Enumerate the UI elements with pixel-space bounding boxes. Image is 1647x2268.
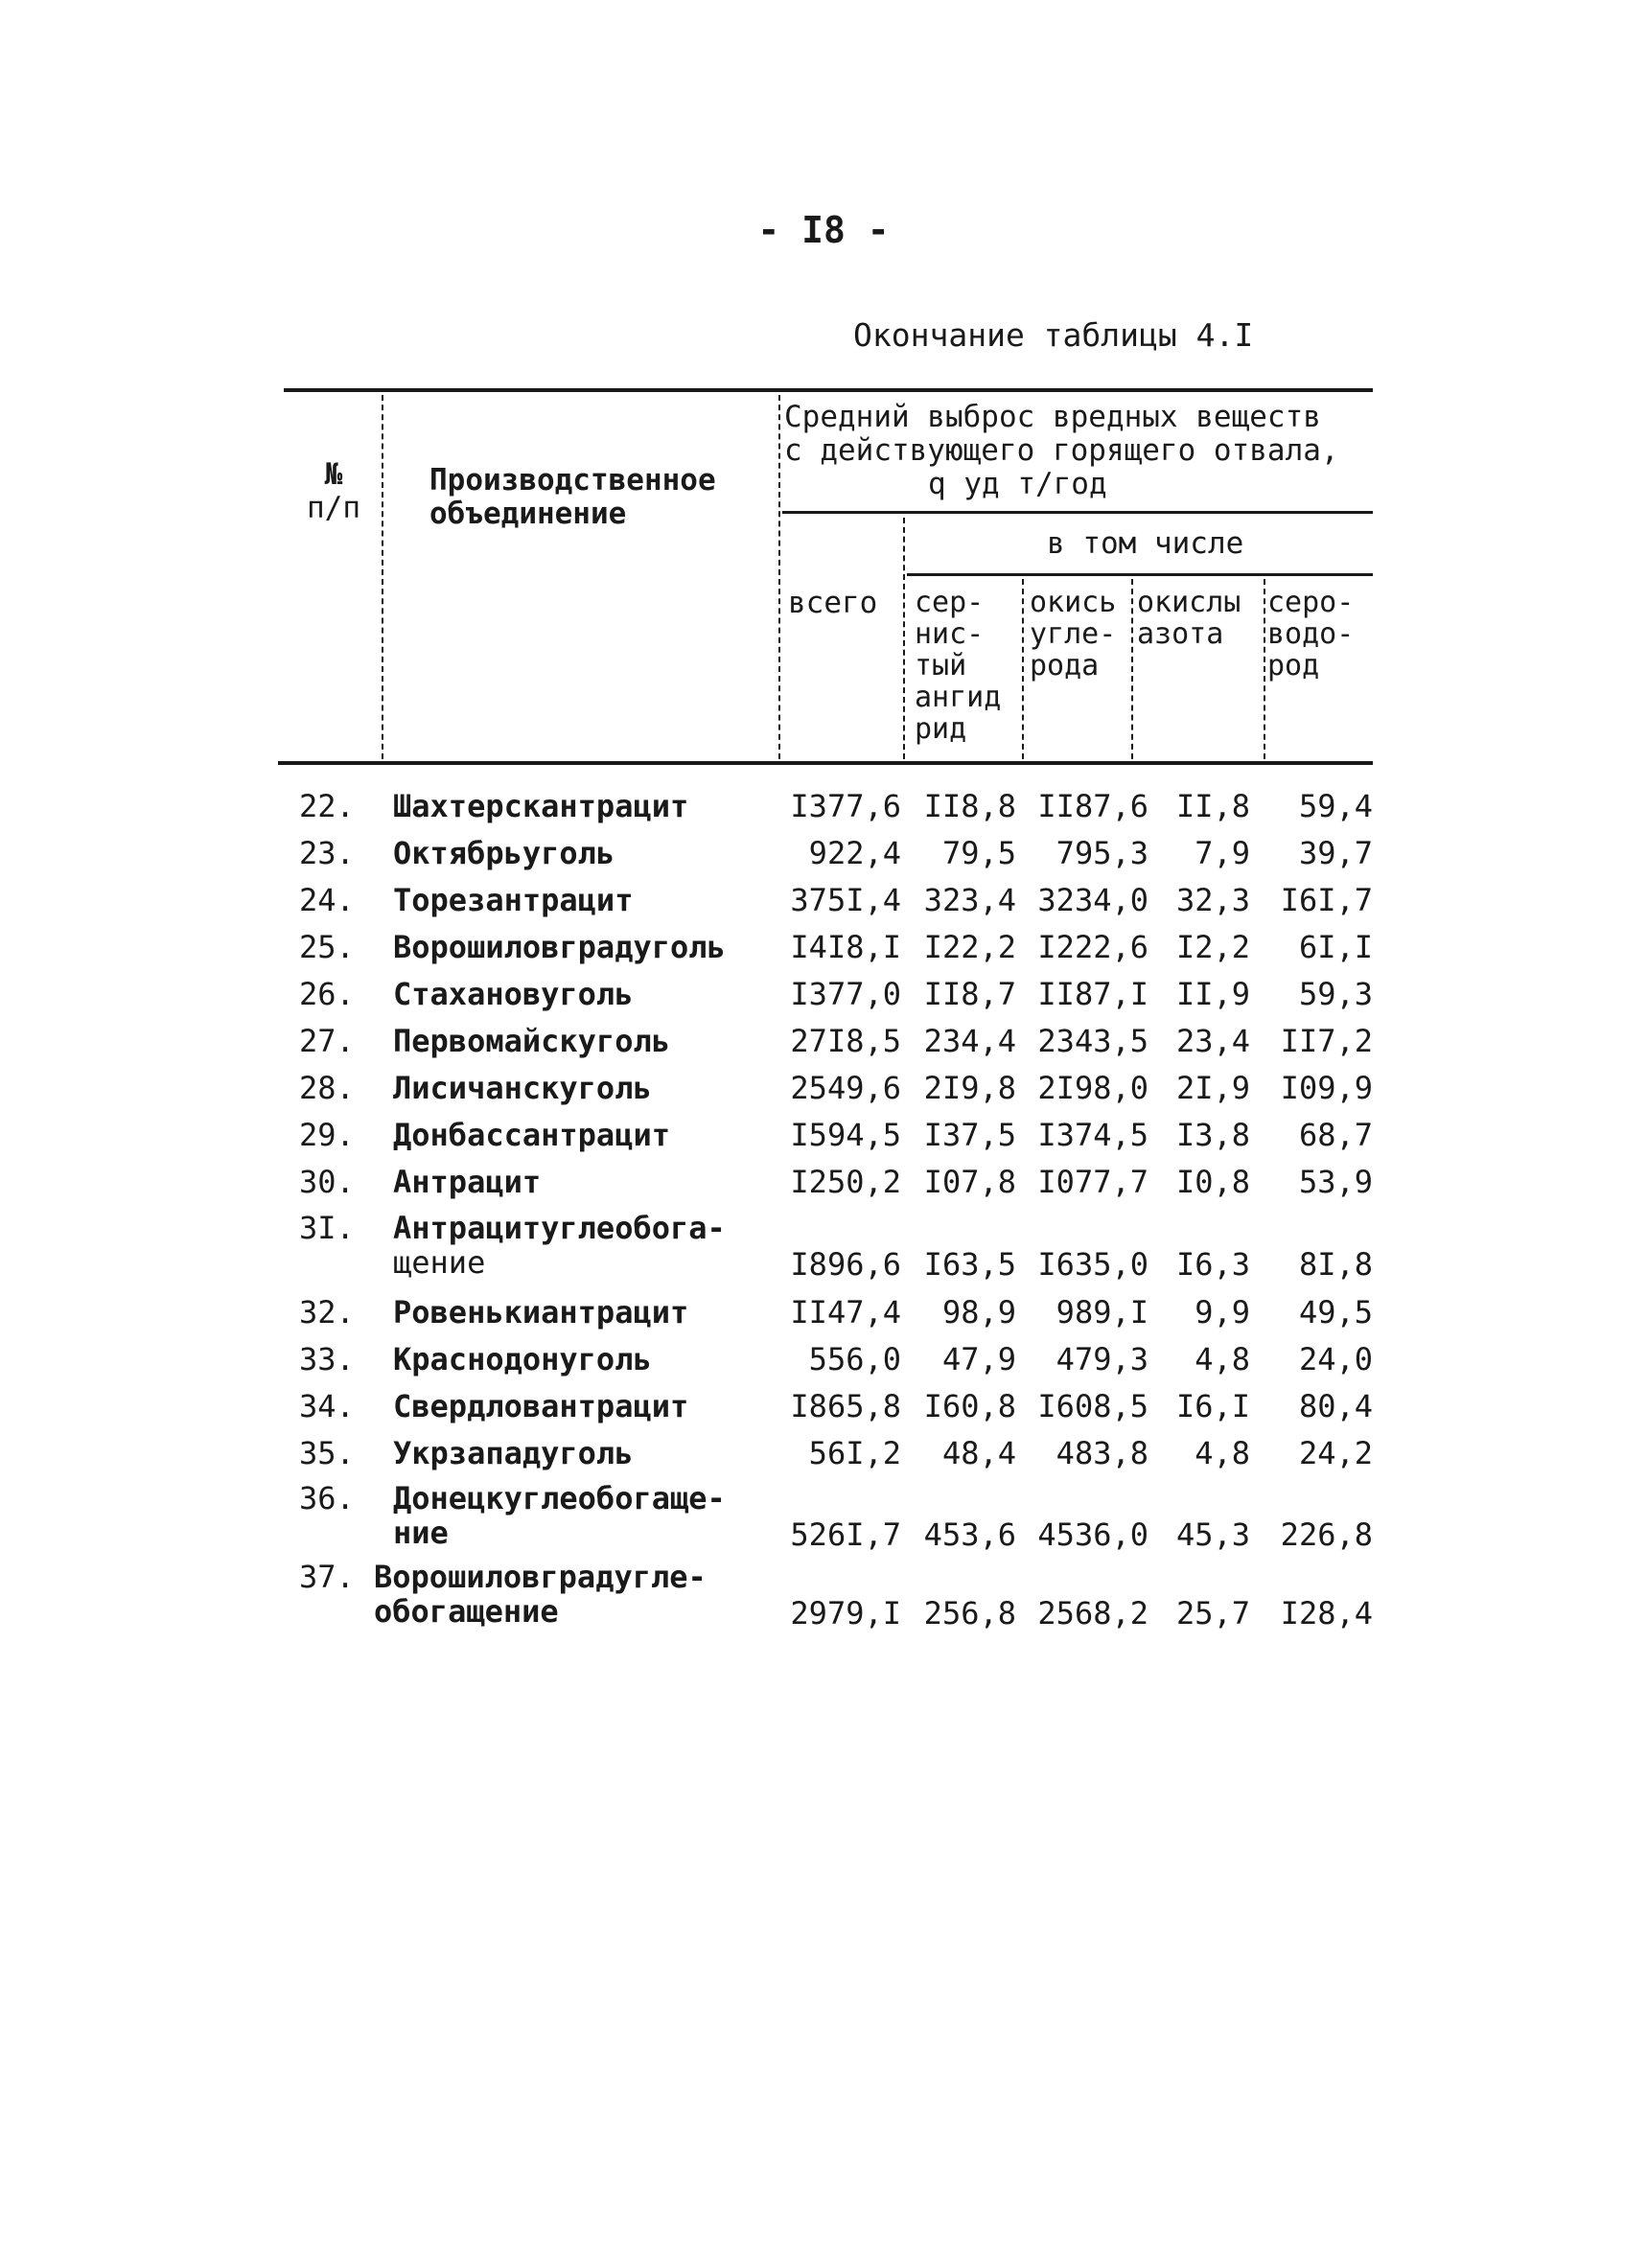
row-number: 25. bbox=[299, 929, 355, 965]
row-name: Донецкуглеобогаще- bbox=[393, 1480, 726, 1516]
page-number: - I8 - bbox=[757, 209, 890, 251]
row-sulfur-dioxide: 234,4 bbox=[923, 1023, 1016, 1059]
row-total: 2549,6 bbox=[790, 1070, 901, 1106]
row-name: Антрацит bbox=[393, 1164, 542, 1200]
row-carbon-monoxide: 2568,2 bbox=[1037, 1595, 1148, 1632]
row-nitrogen-oxides: 25,7 bbox=[1175, 1595, 1250, 1632]
row-nitrogen-oxides: 4,8 bbox=[1195, 1341, 1250, 1377]
row-number: 36. bbox=[299, 1480, 355, 1516]
table-caption: Окончание таблицы 4.I bbox=[853, 316, 1254, 354]
row-total: 526I,7 bbox=[790, 1516, 901, 1553]
row-total: I377,6 bbox=[790, 788, 901, 824]
row-sulfur-dioxide: I63,5 bbox=[923, 1246, 1016, 1283]
row-nitrogen-oxides: 2I,9 bbox=[1175, 1070, 1250, 1106]
row-nitrogen-oxides: 9,9 bbox=[1195, 1294, 1250, 1331]
row-name: Ровенькиантрацит bbox=[393, 1294, 689, 1331]
row-nitrogen-oxides: I2,2 bbox=[1175, 929, 1250, 965]
row-carbon-monoxide: I608,5 bbox=[1037, 1388, 1148, 1424]
row-carbon-monoxide: 479,3 bbox=[1055, 1341, 1148, 1377]
header-number: № п/п bbox=[307, 457, 360, 525]
row-nitrogen-oxides: I6,3 bbox=[1175, 1246, 1250, 1283]
header-group-title: Средний выброс вредных веществ с действующего горящего отвала, q уд т/год bbox=[784, 400, 1339, 501]
header-nitrogen-oxides: окислы азота bbox=[1137, 586, 1241, 651]
header-bottom-rule bbox=[278, 761, 1373, 765]
row-nitrogen-oxides: II,8 bbox=[1175, 788, 1250, 824]
row-hydrogen-sulfide: 24,0 bbox=[1298, 1341, 1373, 1377]
row-number: 28. bbox=[299, 1070, 355, 1106]
row-name: Свердловантрацит bbox=[393, 1388, 689, 1424]
row-name: Первомайскуголь bbox=[393, 1023, 670, 1059]
row-name: Краснодонуголь bbox=[393, 1341, 652, 1377]
row-nitrogen-oxides: 4,8 bbox=[1195, 1435, 1250, 1471]
row-name-continued: щение bbox=[393, 1244, 486, 1281]
row-name: Торезантрацит bbox=[393, 882, 634, 918]
row-name-continued: обогащение bbox=[374, 1593, 559, 1630]
header-divider bbox=[382, 395, 383, 759]
row-hydrogen-sulfide: 80,4 bbox=[1298, 1388, 1373, 1424]
row-carbon-monoxide: 2343,5 bbox=[1037, 1023, 1148, 1059]
row-carbon-monoxide: 483,8 bbox=[1055, 1435, 1148, 1471]
row-nitrogen-oxides: 32,3 bbox=[1175, 882, 1250, 918]
row-total: II47,4 bbox=[790, 1294, 901, 1331]
row-carbon-monoxide: I374,5 bbox=[1037, 1117, 1148, 1153]
row-sulfur-dioxide: 323,4 bbox=[923, 882, 1016, 918]
row-total: 2979,I bbox=[790, 1595, 901, 1632]
row-number: 29. bbox=[299, 1117, 355, 1153]
row-carbon-monoxide: 4536,0 bbox=[1037, 1516, 1148, 1553]
row-nitrogen-oxides: 7,9 bbox=[1195, 835, 1250, 871]
row-number: 34. bbox=[299, 1388, 355, 1424]
row-total: 375I,4 bbox=[790, 882, 901, 918]
row-carbon-monoxide: II87,I bbox=[1037, 976, 1148, 1012]
row-number: 3I. bbox=[299, 1210, 355, 1246]
row-nitrogen-oxides: 23,4 bbox=[1175, 1023, 1250, 1059]
row-total: 27I8,5 bbox=[790, 1023, 901, 1059]
row-sulfur-dioxide: 453,6 bbox=[923, 1516, 1016, 1553]
row-hydrogen-sulfide: 8I,8 bbox=[1298, 1246, 1373, 1283]
row-number: 32. bbox=[299, 1294, 355, 1331]
row-sulfur-dioxide: I22,2 bbox=[923, 929, 1016, 965]
row-sulfur-dioxide: I60,8 bbox=[923, 1388, 1016, 1424]
header-divider bbox=[1264, 579, 1265, 759]
row-nitrogen-oxides: I0,8 bbox=[1175, 1164, 1250, 1200]
row-sulfur-dioxide: I07,8 bbox=[923, 1164, 1016, 1200]
header-divider bbox=[778, 395, 780, 759]
row-name: Ворошиловградуголь bbox=[393, 929, 726, 965]
header-divider bbox=[1022, 579, 1024, 759]
row-carbon-monoxide: I222,6 bbox=[1037, 929, 1148, 965]
row-hydrogen-sulfide: 49,5 bbox=[1298, 1294, 1373, 1331]
row-number: 37. bbox=[299, 1559, 355, 1595]
row-nitrogen-oxides: I6,I bbox=[1175, 1388, 1250, 1424]
header-hydrogen-sulfide: серо- водо- род bbox=[1267, 586, 1355, 683]
row-sulfur-dioxide: 47,9 bbox=[941, 1341, 1016, 1377]
header-total: всего bbox=[788, 586, 878, 620]
row-total: 56I,2 bbox=[808, 1435, 901, 1471]
row-nitrogen-oxides: I3,8 bbox=[1175, 1117, 1250, 1153]
row-sulfur-dioxide: 98,9 bbox=[941, 1294, 1016, 1331]
row-name: Укрзападуголь bbox=[393, 1435, 634, 1471]
row-nitrogen-oxides: II,9 bbox=[1175, 976, 1250, 1012]
row-carbon-monoxide: 989,I bbox=[1055, 1294, 1148, 1331]
header-divider bbox=[1131, 579, 1133, 759]
row-sulfur-dioxide: 48,4 bbox=[941, 1435, 1016, 1471]
row-number: 24. bbox=[299, 882, 355, 918]
row-hydrogen-sulfide: II7,2 bbox=[1280, 1023, 1373, 1059]
header-carbon-monoxide: окись угле- рода bbox=[1030, 586, 1117, 683]
row-carbon-monoxide: 3234,0 bbox=[1037, 882, 1148, 918]
row-number: 23. bbox=[299, 835, 355, 871]
row-hydrogen-sulfide: 53,9 bbox=[1298, 1164, 1373, 1200]
row-hydrogen-sulfide: 24,2 bbox=[1298, 1435, 1373, 1471]
row-total: I4I8,I bbox=[790, 929, 901, 965]
row-number: 27. bbox=[299, 1023, 355, 1059]
row-total: I594,5 bbox=[790, 1117, 901, 1153]
row-carbon-monoxide: I077,7 bbox=[1037, 1164, 1148, 1200]
row-nitrogen-oxides: 45,3 bbox=[1175, 1516, 1250, 1553]
header-subgroup-title: в том числе bbox=[1047, 526, 1244, 561]
row-number: 26. bbox=[299, 976, 355, 1012]
row-sulfur-dioxide: II8,8 bbox=[923, 788, 1016, 824]
table-top-rule bbox=[284, 388, 1373, 392]
row-hydrogen-sulfide: 59,3 bbox=[1298, 976, 1373, 1012]
row-sulfur-dioxide: 256,8 bbox=[923, 1595, 1016, 1632]
header-name: Производственное объединение bbox=[429, 463, 716, 531]
row-sulfur-dioxide: 79,5 bbox=[941, 835, 1016, 871]
row-number: 35. bbox=[299, 1435, 355, 1471]
row-total: I250,2 bbox=[790, 1164, 901, 1200]
row-name: Лисичанскуголь bbox=[393, 1070, 652, 1106]
row-carbon-monoxide: II87,6 bbox=[1037, 788, 1148, 824]
row-name: Октябрьуголь bbox=[393, 835, 615, 871]
row-number: 22. bbox=[299, 788, 355, 824]
row-carbon-monoxide: I635,0 bbox=[1037, 1246, 1148, 1283]
row-hydrogen-sulfide: 68,7 bbox=[1298, 1117, 1373, 1153]
subgroup-rule bbox=[907, 573, 1373, 576]
row-hydrogen-sulfide: 39,7 bbox=[1298, 835, 1373, 871]
row-hydrogen-sulfide: I09,9 bbox=[1280, 1070, 1373, 1106]
header-divider bbox=[903, 518, 905, 759]
row-total: I896,6 bbox=[790, 1246, 901, 1283]
header-sulfur-dioxide: сер- нис- тый ангид рид bbox=[915, 586, 1002, 746]
row-total: I377,0 bbox=[790, 976, 901, 1012]
row-hydrogen-sulfide: 59,4 bbox=[1298, 788, 1373, 824]
row-name: Шахтерскантрацит bbox=[393, 788, 689, 824]
row-carbon-monoxide: 2I98,0 bbox=[1037, 1070, 1148, 1106]
row-carbon-monoxide: 795,3 bbox=[1055, 835, 1148, 871]
row-sulfur-dioxide: 2I9,8 bbox=[923, 1070, 1016, 1106]
row-name: Стахановуголь bbox=[393, 976, 634, 1012]
row-total: 556,0 bbox=[808, 1341, 901, 1377]
row-sulfur-dioxide: II8,7 bbox=[923, 976, 1016, 1012]
row-hydrogen-sulfide: I28,4 bbox=[1280, 1595, 1373, 1632]
row-sulfur-dioxide: I37,5 bbox=[923, 1117, 1016, 1153]
row-name-continued: ние bbox=[393, 1515, 449, 1551]
row-total: I865,8 bbox=[790, 1388, 901, 1424]
row-name: Антрацитуглеобога- bbox=[393, 1210, 726, 1246]
row-name: Ворошиловградугле- bbox=[374, 1559, 707, 1595]
row-total: 922,4 bbox=[808, 835, 901, 871]
row-number: 30. bbox=[299, 1164, 355, 1200]
row-hydrogen-sulfide: 226,8 bbox=[1280, 1516, 1373, 1553]
row-hydrogen-sulfide: I6I,7 bbox=[1280, 882, 1373, 918]
row-name: Донбассантрацит bbox=[393, 1117, 670, 1153]
group-rule bbox=[782, 511, 1373, 514]
row-number: 33. bbox=[299, 1341, 355, 1377]
row-hydrogen-sulfide: 6I,I bbox=[1298, 929, 1373, 965]
